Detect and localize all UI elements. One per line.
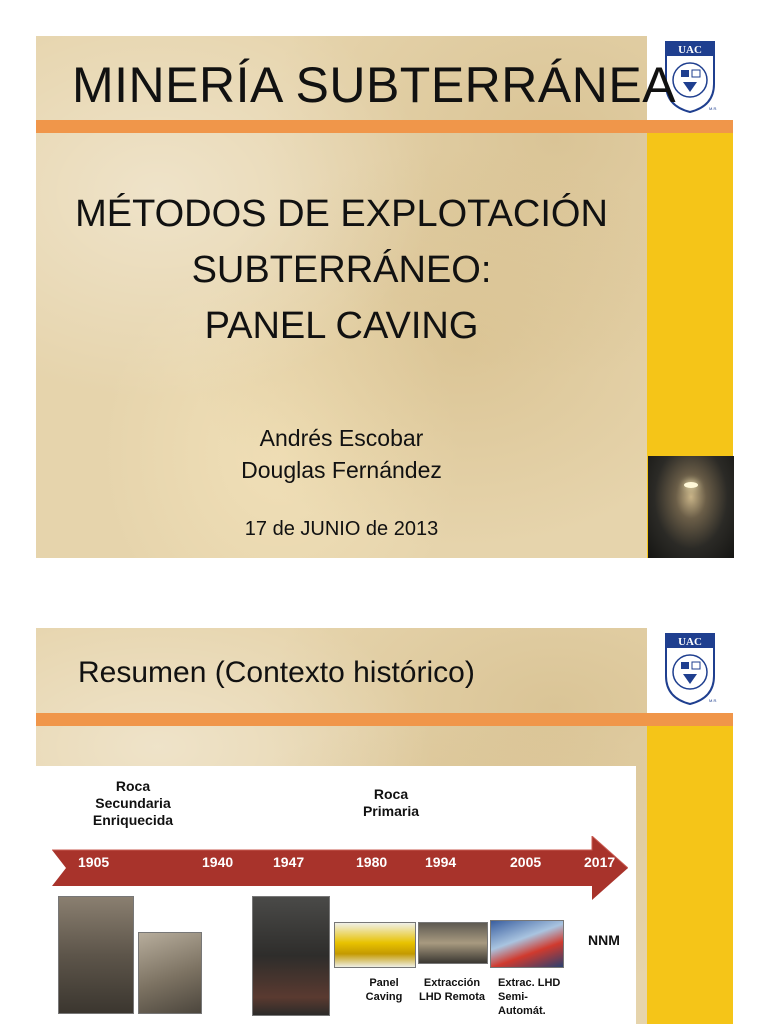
caption-semi-auto-lhd: Extrac. LHD Semi- Automát. <box>498 977 561 1017</box>
nnm-label: NNM <box>588 932 620 948</box>
logo-abbr: UAC <box>678 44 702 56</box>
timeline <box>36 766 636 1024</box>
workers-photo <box>138 932 202 1014</box>
author-name: Andrés Escobar <box>259 425 424 451</box>
orange-divider-bar <box>36 713 733 726</box>
subtitle <box>36 186 647 354</box>
orange-divider-bar <box>36 120 733 133</box>
main-title: MINERÍA SUBTERRÁNEA <box>72 57 677 113</box>
tunnel-photo <box>648 456 734 558</box>
year-label: 1994 <box>425 854 457 870</box>
logo-abbr: UAC <box>678 636 702 648</box>
tunnel-light <box>684 482 698 488</box>
year-label: 1905 <box>78 854 110 870</box>
lhd-loader-photo <box>334 922 416 968</box>
timeline-arrow <box>52 836 628 900</box>
miner-photo-1947 <box>252 896 330 1016</box>
author-name: Douglas Fernández <box>241 457 442 483</box>
summary-slide <box>36 628 733 1024</box>
subtitle-line: PANEL CAVING <box>204 305 479 347</box>
year-label: 1980 <box>356 854 388 870</box>
year-label: 1940 <box>202 854 234 870</box>
miner-photo-1905 <box>58 896 134 1014</box>
authors <box>36 422 647 486</box>
era-label-secondary: Roca Secundaria Enriquecida <box>92 778 174 828</box>
yellow-side-panel <box>647 725 733 1024</box>
semi-auto-lhd-photo <box>490 920 564 968</box>
presentation-date: 17 de JUNIO de 2013 <box>244 518 439 540</box>
uac-logo <box>663 632 717 706</box>
subtitle-line: MÉTODOS DE EXPLOTACIÓN <box>75 193 608 235</box>
slide-title: Resumen (Contexto histórico) <box>78 656 475 689</box>
year-label: 1947 <box>273 854 305 870</box>
year-label: 2017 <box>584 854 616 870</box>
svg-text:M.R.: M.R. <box>709 106 717 111</box>
caption-panel-caving: Panel Caving <box>365 977 403 1003</box>
svg-text:M.R.: M.R. <box>709 698 717 703</box>
remote-lhd-photo <box>418 922 488 964</box>
title-slide <box>36 36 733 558</box>
year-label: 2005 <box>510 854 542 870</box>
era-label-primary: Roca Primaria <box>362 786 420 819</box>
subtitle-line: SUBTERRÁNEO: <box>191 249 492 291</box>
caption-remote-lhd: Extracción LHD Remota <box>418 977 485 1003</box>
